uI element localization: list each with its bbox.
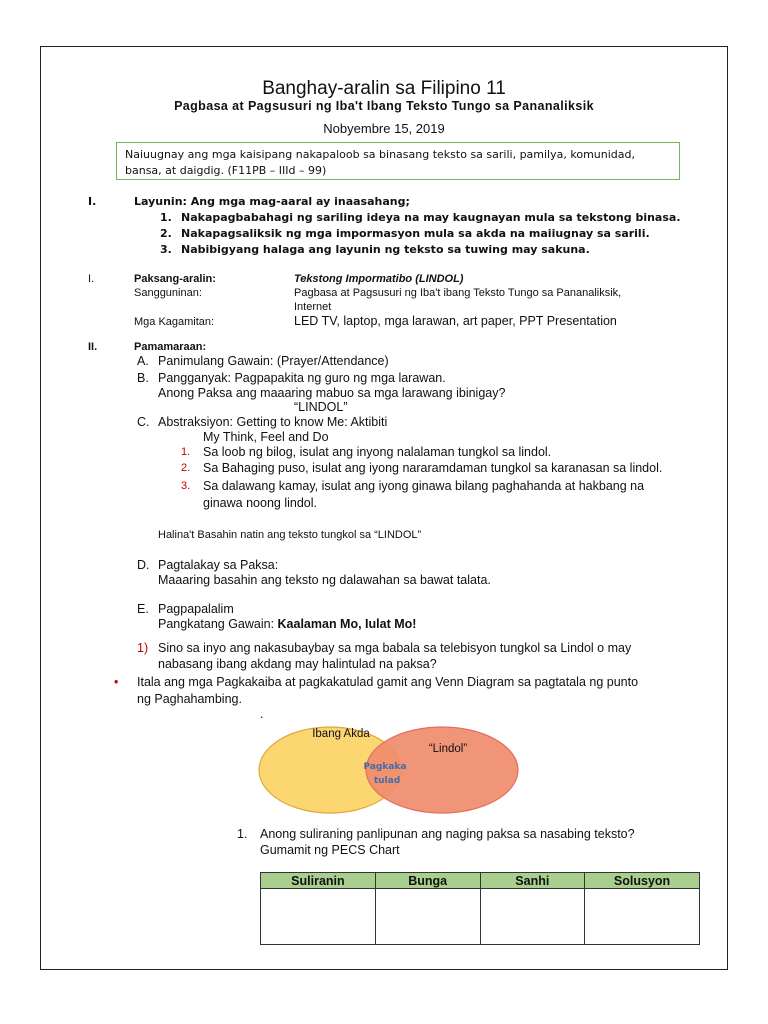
step-text-cont <box>158 617 416 631</box>
question2-text: Anong suliraning panlipunan ang naging paksa sa nasabing teksto? <box>260 827 635 841</box>
pecs-cell-bunga[interactable] <box>375 889 480 945</box>
sanggunian-value: Pagbasa at Pagsusuri ng Iba't ibang Teksto Tungo sa Pananaliksik, <box>294 287 622 299</box>
paksang-aralin-topic: Tekstong Impormatibo (LINDOL) <box>294 273 464 285</box>
question2-text-cont: Gumamit ng PECS Chart <box>260 843 400 857</box>
pecs-cell-sanhi[interactable] <box>480 889 585 945</box>
question2-num: 1. <box>237 827 248 841</box>
step-text-cont: Maaaring basahin ang teksto ng dalawahan sa bawat talata. <box>158 573 491 587</box>
venn-diagram <box>255 720 525 820</box>
pamamaraan-numeral: II. <box>88 341 98 353</box>
paksang-aralin-numeral: I. <box>88 273 95 285</box>
paksang-aralin-heading: Paksang-aralin: <box>134 273 216 285</box>
venn-center-label-line1: Pagkaka <box>363 762 407 772</box>
activity-item: Sa dalawang kamay, isulat ang iyong ginawa bilang paghahanda at hakbang na <box>203 479 645 493</box>
layunin-item: Nakapagsaliksik ng mga impormasyon mula sa akda na maiiugnay sa sarili. <box>181 227 650 240</box>
venn-right-label: “Lindol” <box>428 743 468 755</box>
pamamaraan-heading: Pamamaraan: <box>134 341 207 353</box>
step-letter: A. <box>137 354 149 368</box>
question-text: Sino sa inyo ang nakasubaybay sa mga babala sa telebisyon tungkol sa Lindol o may <box>158 641 632 655</box>
activity-num: 1. <box>181 446 191 458</box>
layunin-heading: Layunin: Ang mga mag-aaral ay inaasahang; <box>134 195 410 208</box>
step-text-cont: Anong Paksa ang maaaring mabuo sa mga larawang ibinigay? <box>158 386 506 400</box>
question-num: 1) <box>137 641 149 655</box>
step-text: Pangganyak: Pagpapakita ng guro ng mga larawan. <box>158 371 446 385</box>
venn-center-label-line2: tulad <box>373 776 401 786</box>
group-activity-label: Pangkatang Gawain: <box>158 617 278 631</box>
pecs-header-solusyon: Solusyon <box>585 873 700 889</box>
pecs-answer-row <box>261 889 700 945</box>
layunin-item-num: 1. <box>160 211 172 224</box>
step-text: Panimulang Gawain: (Prayer/Attendance) <box>158 354 389 368</box>
layunin-numeral: I. <box>88 195 97 208</box>
layunin-item: Nabibigyang halaga ang layunin ng teksto sa tuwing may sakuna. <box>181 243 590 256</box>
pecs-chart-table <box>260 872 700 945</box>
bullet-text-cont: ng Paghahambing. <box>137 692 242 706</box>
activity-item: Sa Bahaging puso, isulat ang iyong nararamdaman tungkol sa karanasan sa lindol. <box>203 461 663 475</box>
activity-item-cont: ginawa noong lindol. <box>203 496 317 510</box>
question-text-cont: nabasang ibang akdang may halintulad na paksa? <box>158 657 437 671</box>
step-text: Pagpapalalim <box>158 602 234 616</box>
step-letter: B. <box>137 371 149 385</box>
halina-text: Halina't Basahin natin ang teksto tungkol sa “LINDOL” <box>158 529 422 541</box>
pecs-cell-suliranin[interactable] <box>261 889 376 945</box>
pecs-header-sanhi: Sanhi <box>480 873 585 889</box>
activity-num: 3. <box>181 480 191 492</box>
activity-num: 2. <box>181 462 191 474</box>
pecs-cell-solusyon[interactable] <box>585 889 700 945</box>
sanggunian-value-cont: Internet <box>294 301 332 313</box>
pecs-header-row <box>261 873 700 889</box>
step-letter: D. <box>137 558 150 572</box>
bullet-mark: • <box>114 675 119 689</box>
lesson-title: Banghay-aralin sa Filipino 11 <box>262 78 506 99</box>
stray-dot: . <box>260 707 264 721</box>
pecs-header-bunga: Bunga <box>375 873 480 889</box>
step-text: Abstraksiyon: Getting to know Me: Aktibiti <box>158 415 388 429</box>
step-text: Pagtalakay sa Paksa: <box>158 558 279 572</box>
kagamitan-value: LED TV, laptop, mga larawan, art paper, PPT Presentation <box>294 314 617 328</box>
step-letter: C. <box>137 415 150 429</box>
group-activity-title: Kaalaman Mo, Iulat Mo! <box>277 617 417 631</box>
lesson-subtitle: Pagbasa at Pagsusuri ng Iba't Ibang Teksto Tungo sa Pananaliksik <box>174 99 594 113</box>
venn-left-label: Ibang Akda <box>312 728 370 740</box>
lesson-date: Nobyembre 15, 2019 <box>323 121 445 136</box>
kagamitan-label: Mga Kagamitan: <box>134 316 215 328</box>
competency-box: Naiuugnay ang mga kaisipang nakapaloob sa binasang teksto sa sarili, pamilya, komunidad, bansa, at daigdig. (F11PB – IIId – 99) <box>116 142 680 180</box>
layunin-item-num: 3. <box>160 243 172 256</box>
pecs-header-suliranin: Suliranin <box>261 873 376 889</box>
sanggunian-label: Sangguninan: <box>134 287 202 299</box>
step-letter: E. <box>137 602 149 616</box>
activity-item: Sa loob ng bilog, isulat ang inyong nalalaman tungkol sa lindol. <box>203 445 552 459</box>
step-answer: “LINDOL” <box>294 400 348 414</box>
bullet-text: Itala ang mga Pagkakaiba at pagkakatulad gamit ang Venn Diagram sa pagtatala ng punto <box>137 675 639 689</box>
layunin-item: Nakapagbabahagi ng sariling ideya na may kaugnayan mula sa tekstong binasa. <box>181 211 681 224</box>
step-text-cont: My Think, Feel and Do <box>203 430 329 444</box>
layunin-item-num: 2. <box>160 227 172 240</box>
